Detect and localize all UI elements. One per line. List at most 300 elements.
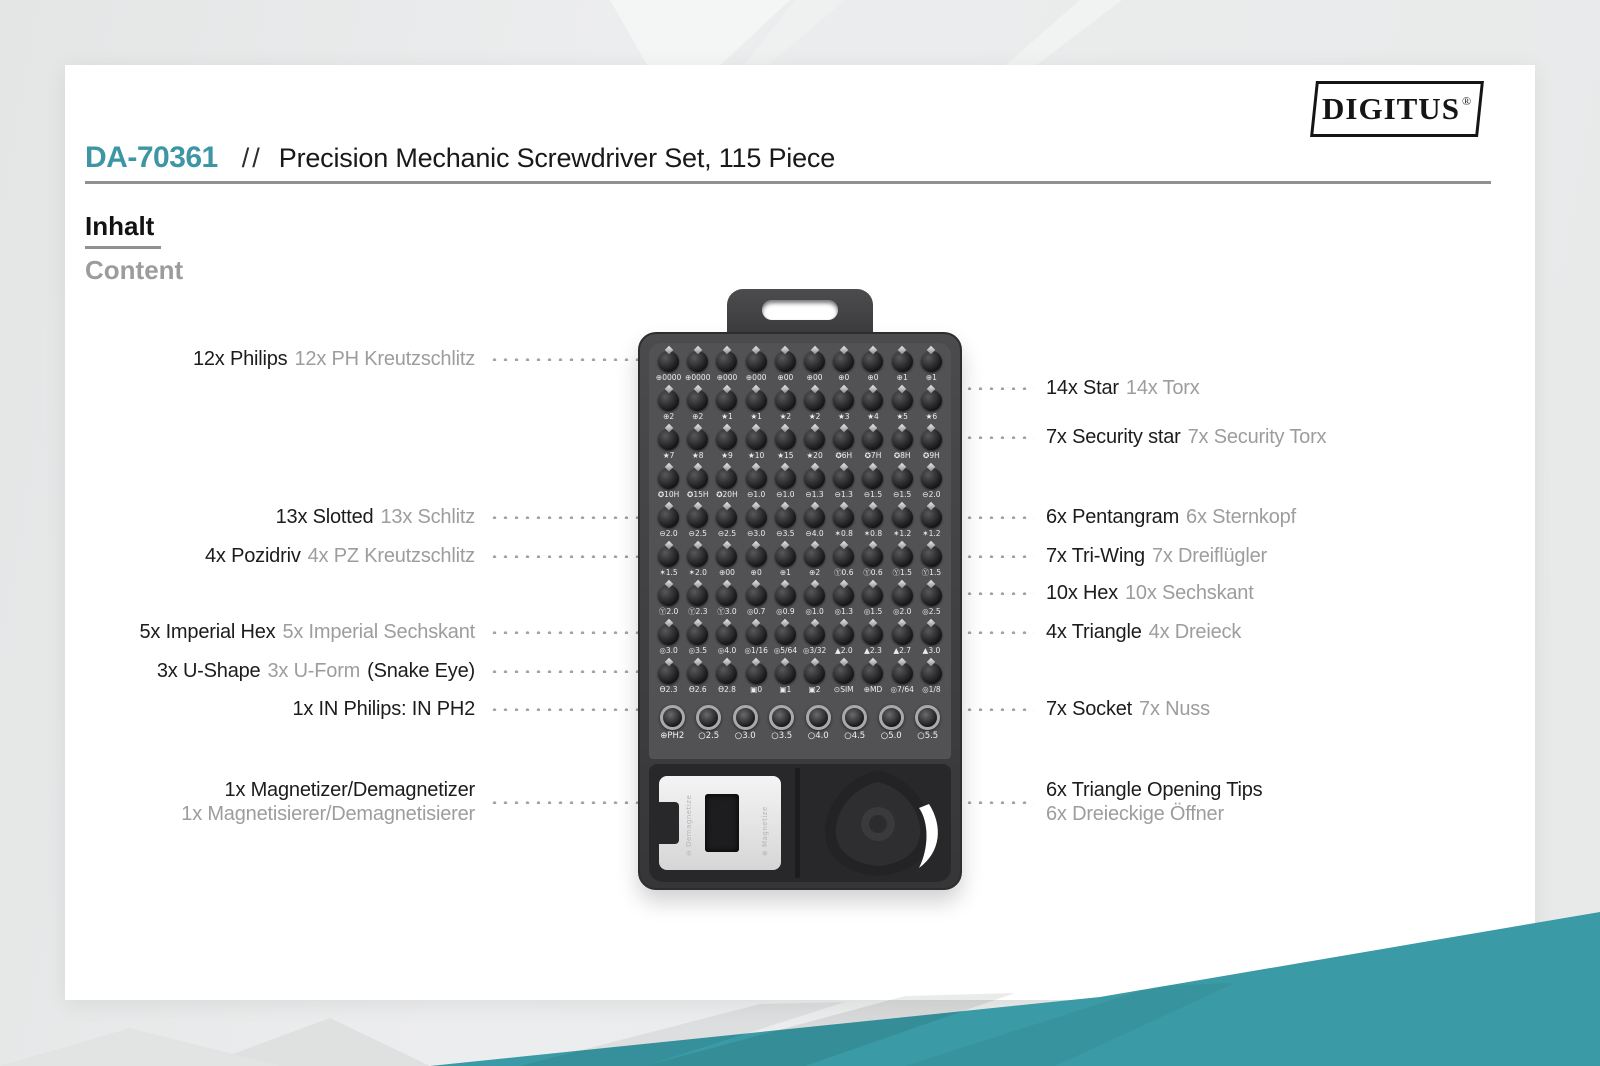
callout-text-en: 7x Socket	[1046, 698, 1133, 720]
callout-6x-pentangram	[962, 505, 1535, 529]
bit	[804, 390, 825, 411]
socket-size-label: ⊕PH2	[660, 731, 685, 741]
bit-size-label: ◎1.3	[834, 607, 854, 616]
bit	[775, 429, 796, 450]
bit-grid	[654, 351, 946, 702]
callout-text	[1046, 425, 1326, 449]
callout-5x-imperial-hex	[80, 620, 645, 644]
socket-bit	[842, 705, 867, 730]
bit	[658, 429, 679, 450]
bit	[746, 585, 767, 606]
bit	[862, 507, 883, 528]
title-row	[85, 141, 835, 175]
bit-size-label: ★9	[721, 451, 733, 460]
bit-cell	[654, 663, 683, 702]
accessory-compartment	[649, 764, 951, 882]
bit-size-label: ▲2.0	[834, 646, 853, 655]
callout-text	[1046, 620, 1241, 644]
bit-cell	[771, 663, 800, 702]
bit	[804, 624, 825, 645]
bit	[862, 663, 883, 684]
bit	[804, 507, 825, 528]
bit-size-label: ◎4.0	[717, 646, 737, 655]
bit	[862, 585, 883, 606]
bit-size-label: ▣2	[808, 685, 821, 694]
bit	[746, 390, 767, 411]
bit	[746, 468, 767, 489]
callout-10x-hex	[962, 581, 1535, 605]
bit-size-label: ✶1.2	[922, 529, 941, 538]
bit	[658, 507, 679, 528]
bit-size-label: ⊕2	[692, 412, 704, 421]
bit-cell	[917, 663, 946, 702]
socket-cell	[727, 705, 764, 757]
leader-dots	[487, 669, 645, 673]
socket-size-label: ○5.0	[880, 731, 902, 741]
leader-dots	[962, 435, 1034, 439]
callout-text-en: 6x Triangle Opening Tips	[1046, 779, 1263, 801]
bit	[775, 624, 796, 645]
bit	[892, 663, 913, 684]
bit-size-label: ◎1.5	[863, 607, 883, 616]
bit	[687, 546, 708, 567]
callout-text-de: 7x Security Torx	[1187, 426, 1327, 448]
bit	[775, 546, 796, 567]
bit-size-label: ⊖1.0	[776, 490, 795, 499]
bit	[833, 546, 854, 567]
page-title: Precision Mechanic Screwdriver Set, 115 Piece	[278, 143, 836, 173]
bit-size-label: ✶2.0	[688, 568, 707, 577]
socket-bit	[879, 705, 904, 730]
bit-cell	[771, 546, 800, 585]
bit	[833, 429, 854, 450]
bit-size-label: ⊖1.3	[805, 490, 824, 499]
callout-13x-slotted	[80, 505, 645, 529]
magnetizer-left-label: ⊖ Demagnetize	[685, 794, 693, 856]
leader-dots	[487, 800, 645, 804]
socket-size-label: ○3.0	[734, 731, 756, 741]
callout-text-en: 7x Tri-Wing	[1046, 545, 1145, 567]
bit	[833, 507, 854, 528]
bit	[892, 351, 913, 372]
bit	[658, 624, 679, 645]
bit-size-label: ★4	[867, 412, 879, 421]
callout-text-de: 12x PH Kreutzschlitz	[294, 348, 475, 370]
bit	[658, 585, 679, 606]
bit-size-label: ★10	[748, 451, 765, 460]
compartment-divider	[795, 768, 800, 878]
bit	[658, 546, 679, 567]
bit-size-label: Ⓨ3.0	[717, 607, 737, 616]
callout-7x-tri-wing	[962, 544, 1535, 568]
callout-6x-triangle-opening-tips	[962, 778, 1535, 826]
section-heading-en: Content	[85, 255, 184, 285]
bit-size-label: ⊕0000	[655, 373, 682, 382]
leader-dots	[962, 630, 1034, 634]
bit-size-label: ★2	[779, 412, 792, 421]
callout-text	[205, 544, 475, 568]
callout-3x-u-shape	[80, 659, 645, 683]
bit-size-label: ✪9H	[923, 451, 940, 460]
bit-size-label: ⊕1	[896, 373, 908, 382]
bit	[746, 663, 767, 684]
callout-7x-socket	[962, 697, 1535, 721]
bit-size-label: ◎2.0	[892, 607, 912, 616]
registered-mark: ®	[1461, 94, 1473, 108]
bit-size-label: Ⓨ0.6	[834, 568, 854, 577]
bit	[921, 468, 942, 489]
bit	[687, 507, 708, 528]
bit-size-label: ⊙SIM	[833, 685, 854, 694]
socket-bit	[769, 705, 794, 730]
magnetizer-hole	[705, 794, 739, 852]
callout-text	[1046, 376, 1200, 400]
bit-size-label: ★5	[896, 412, 908, 421]
bit	[746, 429, 767, 450]
bit	[775, 585, 796, 606]
callout-text-de: 7x Dreiflügler	[1151, 545, 1267, 567]
socket-row	[654, 705, 946, 757]
leader-dots	[487, 707, 645, 711]
bit-size-label: ⊕0	[750, 568, 762, 577]
bit	[804, 546, 825, 567]
bit-size-label: ✶0.8	[863, 529, 883, 538]
section-heading-de: Inhalt	[85, 211, 155, 241]
callout-text	[1046, 697, 1210, 721]
bit-size-label: ⊕2	[809, 568, 821, 577]
section-heading-underline	[85, 246, 161, 249]
bit-size-label: ⊕0000	[685, 373, 711, 382]
socket-bit	[733, 705, 758, 730]
callout-text-en: 1x IN Philips: IN PH2	[292, 698, 475, 720]
bit	[862, 624, 883, 645]
callout-text-de: 4x Dreieck	[1148, 621, 1242, 643]
bit	[921, 546, 942, 567]
leader-dots	[487, 630, 645, 634]
bit	[716, 390, 737, 411]
bit-size-label: ▲3.0	[922, 646, 941, 655]
bit	[833, 351, 854, 372]
bit-case	[638, 332, 962, 890]
bit-cell	[917, 507, 946, 546]
callout-text-de: 10x Sechskant	[1124, 582, 1254, 604]
triangle-opener-discs	[805, 766, 951, 880]
bit-size-label: ⊕00	[806, 373, 823, 382]
bit-cell	[917, 624, 946, 663]
callout-text	[276, 505, 475, 529]
bit-size-label: ★1	[721, 412, 733, 421]
bit	[833, 468, 854, 489]
bit	[921, 429, 942, 450]
bit-size-label: ★20	[806, 451, 823, 460]
callout-text	[1046, 505, 1296, 529]
socket-bit	[806, 705, 831, 730]
bit-cell	[917, 390, 946, 429]
bit	[775, 663, 796, 684]
bit	[921, 351, 942, 372]
bit-size-label: ★7	[662, 451, 675, 460]
bit-size-label: ◎1/16	[744, 646, 768, 655]
magnetizer-right-label: ⊕ Magnetize	[761, 806, 769, 856]
bit-size-label: ▲2.7	[893, 646, 912, 655]
callout-text-en: 6x Pentangram	[1046, 506, 1180, 528]
bit-size-label: Ⓨ1.5	[921, 568, 942, 577]
callout-text-en: 7x Security star	[1046, 426, 1181, 448]
callout-text-de: 1x Magnetisierer/Demagnetisierer	[181, 803, 475, 825]
bit-size-label: ★3	[838, 412, 850, 421]
callout-text-de: 4x PZ Kreutzschlitz	[307, 545, 475, 567]
bit-size-label: Ⓨ1.5	[892, 568, 912, 577]
bit	[716, 546, 737, 567]
bit-size-label: ✶0.8	[834, 529, 853, 538]
socket-cell	[764, 705, 801, 757]
callout-text	[292, 697, 475, 721]
bit-cell	[712, 663, 741, 702]
socket-bit	[660, 705, 685, 730]
bit-size-label: ✪20H	[716, 490, 738, 499]
bit-size-label: ◎5/64	[773, 646, 798, 655]
callout-1x-in-philips-in-ph2	[80, 697, 645, 721]
bit	[804, 351, 825, 372]
bit	[658, 468, 679, 489]
bit-size-label: ⊖3.5	[776, 529, 795, 538]
bit	[746, 546, 767, 567]
bit	[833, 624, 854, 645]
leader-dots	[962, 554, 1034, 558]
callout-text-en: 5x Imperial Hex	[139, 621, 276, 643]
bit	[687, 390, 708, 411]
leader-dots	[962, 386, 1034, 390]
bit-cell	[917, 585, 946, 624]
bit	[804, 663, 825, 684]
bit-size-label: ⊕2	[663, 412, 675, 421]
bit	[687, 351, 708, 372]
socket-cell	[910, 705, 947, 757]
socket-bit	[696, 705, 721, 730]
callout-text-de: 7x Nuss	[1139, 698, 1210, 720]
callout-text-en: 4x Pozidriv	[205, 545, 301, 567]
callout-text-de: 5x Imperial Sechskant	[282, 621, 475, 643]
case-hanger-hole	[762, 300, 838, 320]
bit	[862, 468, 883, 489]
callout-text-en: 14x Star	[1046, 377, 1119, 399]
bit-cell	[800, 663, 829, 702]
bit-size-label: ▣1	[779, 685, 792, 694]
socket-cell	[654, 705, 691, 757]
bit-size-label: ⊖1.3	[834, 490, 853, 499]
bit-row	[654, 663, 946, 702]
bit	[921, 624, 942, 645]
bit-size-label: ✶1.2	[893, 529, 912, 538]
socket-cell	[691, 705, 728, 757]
leader-dots	[962, 515, 1034, 519]
callout-text-en: 13x Slotted	[275, 506, 374, 528]
bit-size-label: Ɵ2.8	[718, 685, 736, 694]
bit	[687, 624, 708, 645]
bit-size-label: Ⓨ0.6	[863, 568, 883, 577]
bit-size-label: ▣0	[750, 685, 763, 694]
socket-size-label: ○4.0	[807, 731, 829, 741]
callout-text	[1046, 544, 1267, 568]
bit-size-label: ✪10H	[657, 490, 680, 499]
leader-dots	[487, 554, 645, 558]
bit-size-label: ★1	[750, 412, 762, 421]
socket-size-label: ○4.5	[844, 731, 866, 741]
bit	[862, 351, 883, 372]
bit-size-label: ◎0.9	[776, 607, 795, 616]
bit	[892, 507, 913, 528]
bit-cell	[771, 507, 800, 546]
bit	[892, 585, 913, 606]
digitus-logo	[1310, 81, 1484, 137]
bit	[921, 507, 942, 528]
bit	[921, 663, 942, 684]
bit-size-label: ⊕00	[777, 373, 794, 382]
callout-text	[1046, 778, 1262, 826]
bit-cell	[829, 663, 858, 702]
bit	[716, 429, 737, 450]
bit-size-label: ★15	[777, 451, 794, 460]
socket-size-label: ○3.5	[771, 731, 793, 741]
bit-size-label: ⊕000	[745, 373, 767, 382]
bit-size-label: ◎1.0	[805, 607, 824, 616]
bit	[716, 351, 737, 372]
bit	[775, 351, 796, 372]
callout-text	[140, 620, 476, 644]
bit	[892, 468, 913, 489]
bit-cell	[917, 429, 946, 468]
magnetizer-tool	[659, 776, 781, 870]
bit	[921, 390, 942, 411]
bit	[833, 585, 854, 606]
bit-cell	[683, 663, 712, 702]
bit-size-label: ⊕MD	[863, 685, 883, 694]
bit-cell	[742, 663, 771, 702]
bit	[658, 390, 679, 411]
callout-text-en: 1x Magnetizer/Demagnetizer	[224, 779, 475, 801]
background-diagonal-top	[0, 0, 1600, 70]
bit-size-label: ⊕000	[716, 373, 738, 382]
bit	[746, 351, 767, 372]
callout-4x-pozidriv	[80, 544, 645, 568]
bit-size-label: ⊖2.0	[659, 529, 678, 538]
bit	[775, 507, 796, 528]
title-rule	[85, 181, 1491, 184]
socket-size-label: ○2.5	[698, 731, 720, 741]
bit-cell	[771, 468, 800, 507]
callout-text	[1046, 581, 1254, 605]
bit	[775, 468, 796, 489]
bit-size-label: ◎7/64	[890, 685, 914, 694]
callout-text-en: 4x Triangle	[1046, 621, 1142, 643]
bit-size-label: Ⓨ2.0	[658, 607, 679, 616]
bit-size-label: ◎2.5	[922, 607, 941, 616]
callout-text-de: 6x Dreieckige Öffner	[1046, 803, 1224, 825]
bit-size-label: ⊖1.5	[863, 490, 883, 499]
bit-size-label: Ⓨ2.3	[688, 607, 708, 616]
callout-text	[157, 659, 475, 683]
bit	[804, 585, 825, 606]
bit-cell	[771, 429, 800, 468]
callout-14x-star	[962, 376, 1535, 400]
bit	[833, 390, 854, 411]
bit-size-label: ★2	[808, 412, 821, 421]
callout-text-en: 10x Hex	[1046, 582, 1118, 604]
bit-size-label: ◎3.0	[659, 646, 678, 655]
bit-size-label: ✪8H	[893, 451, 911, 460]
socket-bit	[915, 705, 940, 730]
bit-size-label: ⊖3.0	[747, 529, 766, 538]
bit	[716, 663, 737, 684]
bit-size-label: ✪7H	[864, 451, 882, 460]
magnetizer-notch	[659, 802, 679, 844]
bit-cell	[917, 468, 946, 507]
bit	[658, 663, 679, 684]
callout-4x-triangle	[962, 620, 1535, 644]
bit-cell	[771, 390, 800, 429]
bit-cell	[888, 663, 917, 702]
socket-size-label: ○5.5	[917, 731, 939, 741]
bit-size-label: ★6	[925, 412, 938, 421]
bit-cell	[771, 585, 800, 624]
callout-text-de: 14x Torx	[1125, 377, 1200, 399]
bit	[746, 507, 767, 528]
bit-size-label: ⊕1	[925, 373, 937, 382]
bit	[892, 429, 913, 450]
socket-cell	[837, 705, 874, 757]
callout-text-de: 6x Sternkopf	[1186, 506, 1296, 528]
bit	[658, 351, 679, 372]
bit-cell	[771, 351, 800, 390]
bit-size-label: ⊕1	[779, 568, 791, 577]
callout-text	[193, 347, 475, 371]
callout-text-de: 13x Schlitz	[380, 506, 475, 528]
bit	[862, 429, 883, 450]
bit	[716, 507, 737, 528]
product-code: DA-70361	[85, 141, 218, 174]
bit	[892, 546, 913, 567]
bit	[862, 546, 883, 567]
title-separator: //	[241, 143, 263, 173]
bit	[775, 390, 796, 411]
bit-cell	[917, 546, 946, 585]
bit-size-label: ◎0.7	[746, 607, 766, 616]
bit-size-label: ✪6H	[835, 451, 853, 460]
bit-tray	[649, 343, 951, 759]
bit-size-label: ⊖2.5	[688, 529, 707, 538]
bit	[804, 429, 825, 450]
callout-text-en: 12x Philips	[192, 348, 288, 370]
bit-size-label: Ɵ2.3	[659, 685, 678, 694]
bit	[892, 390, 913, 411]
bit	[716, 624, 737, 645]
bit-size-label: ⊕00	[719, 568, 735, 577]
bit-size-label: ✪15H	[687, 490, 709, 499]
bit-size-label: ⊖1.5	[893, 490, 912, 499]
bit-size-label: ⊖2.0	[922, 490, 941, 499]
callout-text-suffix: (Snake Eye)	[367, 660, 475, 682]
leader-dots	[962, 707, 1034, 711]
socket-cell	[873, 705, 910, 757]
leader-dots	[962, 800, 1034, 804]
bit	[746, 624, 767, 645]
bit-size-label: ⊕0	[838, 373, 850, 382]
callout-12x-philips	[80, 347, 645, 371]
leader-dots	[962, 591, 1034, 595]
callout-text-de: 3x U-Form	[267, 660, 361, 682]
bit-size-label: ★8	[692, 451, 704, 460]
bit	[921, 585, 942, 606]
